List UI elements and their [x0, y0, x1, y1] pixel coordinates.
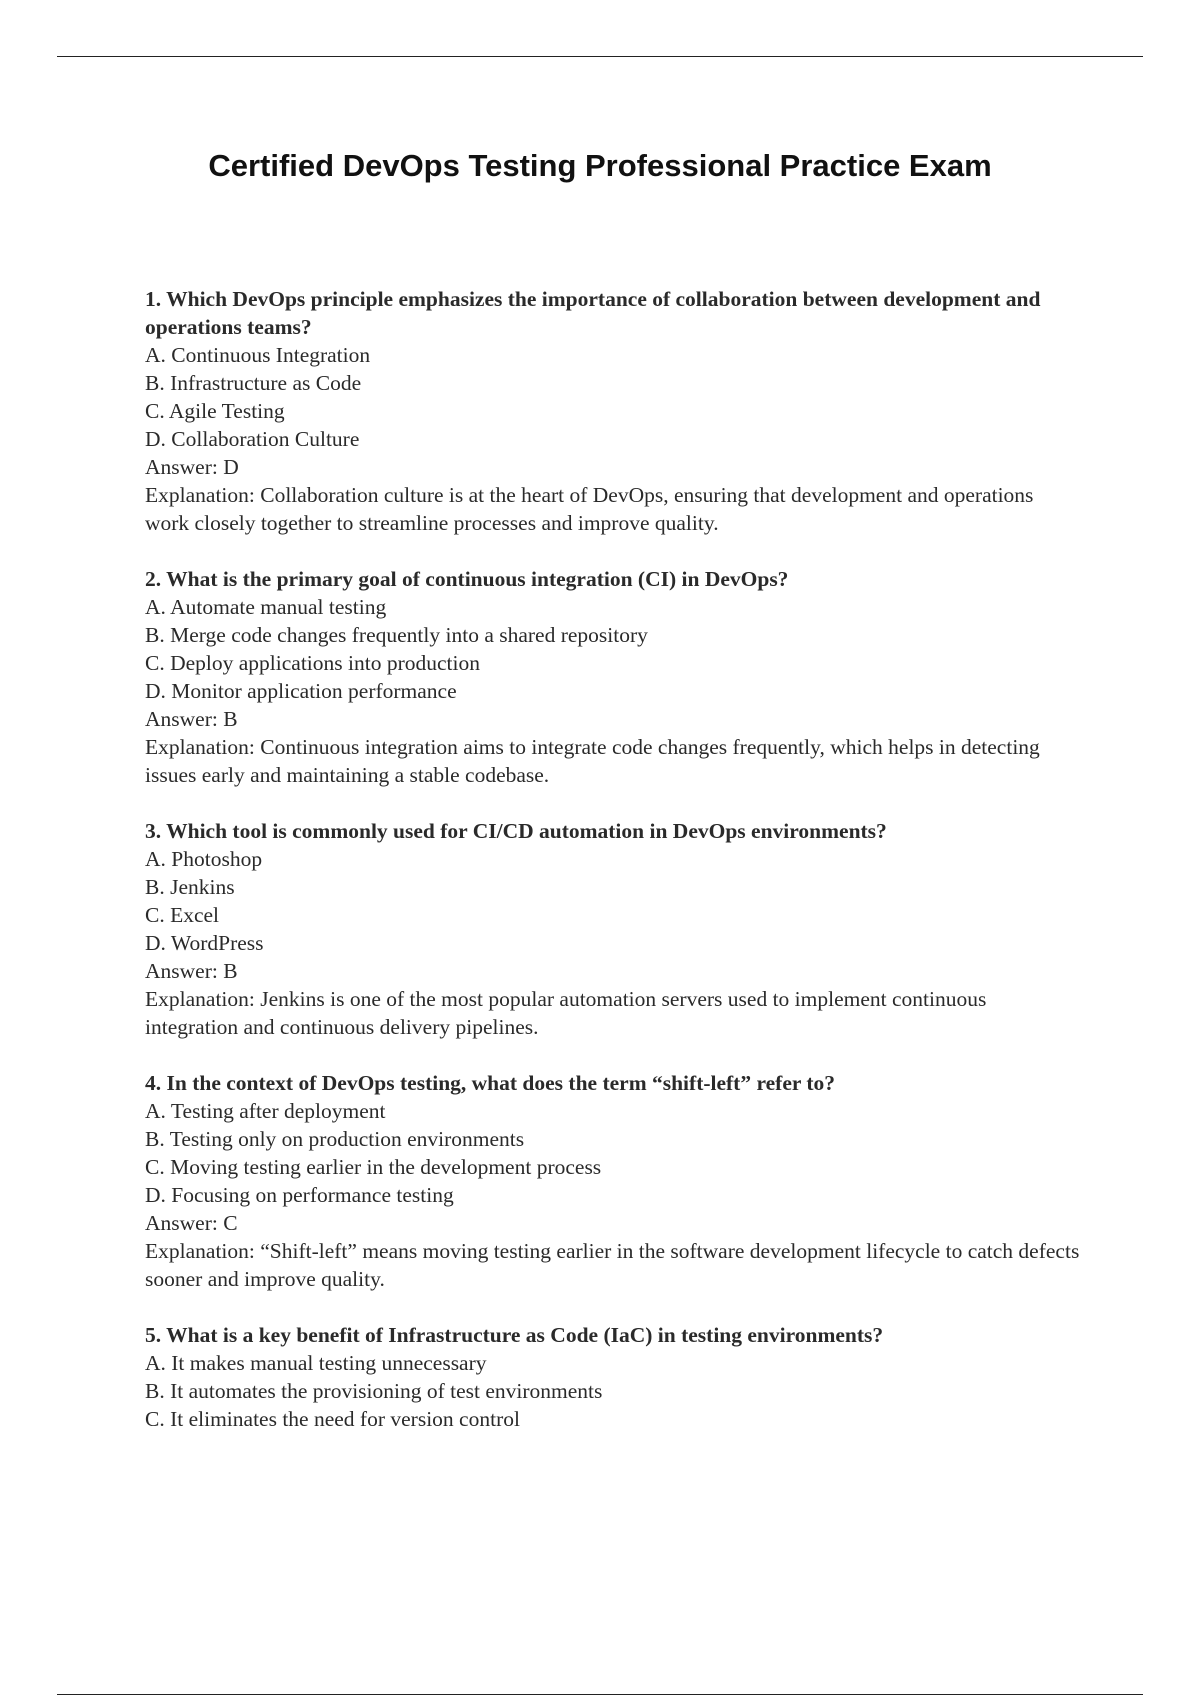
- explanation: Explanation: Jenkins is one of the most popular automation servers used to implement continuous integration and continuous delivery pipelines.: [145, 987, 987, 1039]
- option-c: C. Agile Testing: [145, 399, 285, 423]
- option-d: D. WordPress: [145, 931, 264, 955]
- bottom-rule: [57, 1694, 1143, 1695]
- question-text: 2. What is the primary goal of continuous integration (CI) in DevOps?: [145, 567, 789, 591]
- answer: Answer: B: [145, 707, 238, 731]
- question-4: [145, 1069, 1080, 1293]
- explanation: Explanation: Collaboration culture is at the heart of DevOps, ensuring that development and operations work closely together to streamline processes and improve quality.: [145, 483, 1034, 535]
- page-title: Certified DevOps Testing Professional Practice Exam: [208, 148, 992, 183]
- question-2: [145, 565, 1080, 789]
- option-c: C. It eliminates the need for version control: [145, 1407, 520, 1431]
- option-c: C. Moving testing earlier in the development process: [145, 1155, 602, 1179]
- option-b: B. It automates the provisioning of test environments: [145, 1379, 603, 1403]
- option-d: D. Collaboration Culture: [145, 427, 360, 451]
- option-a: A. It makes manual testing unnecessary: [145, 1351, 487, 1375]
- option-c: C. Deploy applications into production: [145, 651, 480, 675]
- question-text: 3. Which tool is commonly used for CI/CD automation in DevOps environments?: [145, 819, 887, 843]
- option-a: A. Automate manual testing: [145, 595, 387, 619]
- question-text: 1. Which DevOps principle emphasizes the importance of collaboration between development and operations teams?: [145, 287, 1041, 339]
- option-a: A. Photoshop: [145, 847, 263, 871]
- explanation: Explanation: “Shift-left” means moving testing earlier in the software development lifecycle to catch defects sooner and improve quality.: [145, 1239, 1080, 1291]
- option-a: A. Testing after deployment: [145, 1099, 386, 1123]
- question-text: 5. What is a key benefit of Infrastructure as Code (IaC) in testing environments?: [145, 1323, 884, 1347]
- question-list: [145, 285, 1080, 1461]
- question-5: [145, 1321, 1080, 1433]
- option-a: A. Continuous Integration: [145, 343, 371, 367]
- question-3: [145, 817, 1080, 1041]
- option-b: B. Infrastructure as Code: [145, 371, 362, 395]
- option-d: D. Focusing on performance testing: [145, 1183, 454, 1207]
- option-b: B. Jenkins: [145, 875, 235, 899]
- option-d: D. Monitor application performance: [145, 679, 457, 703]
- answer: Answer: C: [145, 1211, 238, 1235]
- answer: Answer: B: [145, 959, 238, 983]
- explanation: Explanation: Continuous integration aims to integrate code changes frequently, which helps in detecting issues early and maintaining a stable codebase.: [145, 735, 1040, 787]
- option-b: B. Testing only on production environments: [145, 1127, 525, 1151]
- question-1: [145, 285, 1080, 537]
- option-b: B. Merge code changes frequently into a shared repository: [145, 623, 648, 647]
- answer: Answer: D: [145, 455, 239, 479]
- option-c: C. Excel: [145, 903, 220, 927]
- question-text: 4. In the context of DevOps testing, what does the term “shift-left” refer to?: [145, 1071, 836, 1095]
- top-rule: [57, 56, 1143, 57]
